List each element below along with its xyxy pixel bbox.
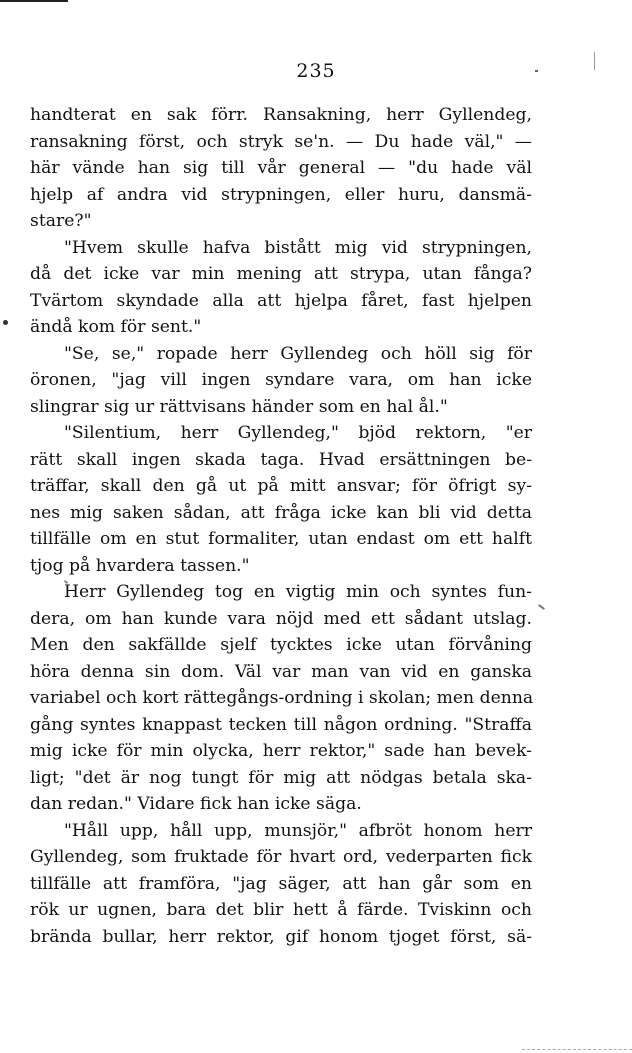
margin-tick bbox=[538, 604, 545, 610]
text-line: öronen, "jag vill ingen syndare vara, om han icke bbox=[30, 370, 532, 390]
text-line: dera, om han kunde vara nöjd med ett sådant utslag. bbox=[30, 608, 532, 629]
text-line: Gyllendeg, som fruktade för hvart ord, vederparten fick bbox=[30, 847, 532, 867]
text-line: gång syntes knappast tecken till någon ordning. "Straffa bbox=[30, 714, 532, 735]
text-line: höra denna sin dom. Väl var man van vid en ganska bbox=[30, 661, 532, 682]
text-line: Men den sakfällde sjelf tycktes icke utan förvåning bbox=[30, 635, 532, 655]
text-line: här vände han sig till vår general — "du hade väl bbox=[30, 158, 532, 178]
text-line: ransakning först, och stryk se'n. — Du hade väl," — bbox=[30, 131, 532, 152]
text-line: då det icke var min mening att strypa, utan fånga? bbox=[30, 264, 532, 284]
text-line: ändå kom för sent." bbox=[30, 317, 202, 337]
text-line: träffar, skall den gå ut på mitt ansvar; för öfrigt sy- bbox=[30, 476, 532, 496]
text-line: "Håll upp, håll upp, munsjör," afbröt honom herr bbox=[64, 820, 532, 841]
text-line: Herr Gyllendeg tog en vigtig min och syntes fun- bbox=[64, 582, 532, 602]
text-line: rök ur ugnen, bara det blir hett å färde. Tviskinn och bbox=[30, 900, 532, 920]
text-line: rätt skall ingen skada taga. Hvad ersättningen be- bbox=[30, 449, 532, 470]
margin-dot bbox=[3, 320, 8, 325]
text-line: variabel och kort rättegångs-ordning i skolan; men denna bbox=[30, 688, 534, 708]
text-line: slingrar sig ur rättvisans händer som en hal ål." bbox=[30, 396, 448, 417]
text-line: tillfälle om en stut formaliter, utan endast om ett halft bbox=[30, 529, 532, 549]
text-line: ligt; "det är nog tungt för mig att nödgas betala ska- bbox=[30, 767, 532, 788]
text-line: tjog på hvardera tassen." bbox=[30, 555, 250, 576]
text-line: Tvärtom skyndade alla att hjelpa fåret, fast hjelpen bbox=[30, 290, 532, 311]
text-line: dan redan." Vidare fick han icke säga. bbox=[30, 794, 362, 814]
text-line: "Silentium, herr Gyllendeg," bjöd rektorn, "er bbox=[64, 423, 532, 443]
text-line: handterat en sak förr. Ransakning, herr Gyllendeg, bbox=[30, 105, 532, 125]
text-line: "Se, se," ropade herr Gyllendeg och höll sig för bbox=[64, 343, 532, 364]
body-text bbox=[30, 102, 532, 950]
text-line: nes mig saken sådan, att fråga icke kan bli vid detta bbox=[30, 502, 532, 523]
top-rule bbox=[0, 0, 68, 2]
text-line: tillfälle att framföra, "jag säger, att han går som en bbox=[30, 873, 532, 894]
text-line: brända bullar, herr rektor, gif honom tjoget först, sä- bbox=[30, 926, 532, 947]
text-line: stare?" bbox=[30, 211, 92, 231]
scan-edge bbox=[522, 1049, 632, 1051]
text-line: mig icke för min olycka, herr rektor," sade han bevek- bbox=[30, 741, 532, 761]
text-line: hjelp af andra vid strypningen, eller huru, dansmä- bbox=[30, 184, 532, 205]
text-line: "Hvem skulle hafva bistått mig vid strypningen, bbox=[64, 237, 532, 258]
page-number: 235 bbox=[296, 60, 336, 82]
